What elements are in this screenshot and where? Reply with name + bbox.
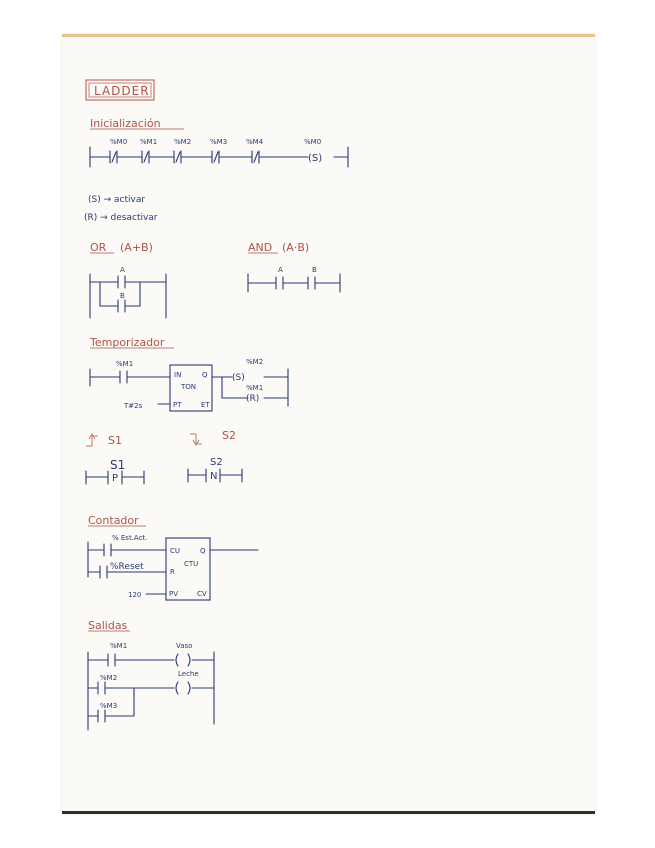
outputs-contact3-label: %M3 [100, 702, 118, 710]
init-label-5: %M0 [304, 138, 322, 146]
counter-block-cv: CV [197, 590, 207, 598]
counter-input2-label: %Reset [110, 562, 144, 572]
coil-notes [84, 195, 158, 223]
and-section [248, 241, 340, 292]
and-rung [248, 274, 340, 292]
counter-block-pv: PV [169, 590, 179, 598]
init-label-3: %M3 [210, 138, 228, 146]
or-expression: (A+B) [120, 241, 153, 254]
timer-section [89, 336, 288, 411]
timer-out2-coil: (R) [246, 394, 260, 404]
init-label-1: %M1 [140, 138, 158, 146]
and-heading: AND [248, 241, 273, 254]
counter-section [88, 514, 258, 600]
outputs-heading: Salidas [88, 619, 128, 632]
init-heading: Inicialización [90, 117, 161, 130]
note-reset: (R) → desactivar [84, 213, 158, 223]
init-label-2: %M2 [174, 138, 192, 146]
init-set-coil: (S) [308, 153, 323, 164]
counter-block-name: CTU [184, 560, 199, 568]
falling-heading: S2 [222, 429, 236, 442]
falling-contact-label: S2 [210, 457, 223, 468]
timer-block-name: TON [181, 383, 197, 391]
or-section [90, 241, 166, 318]
or-heading: OR [90, 241, 107, 254]
outputs-contact1-label: %M1 [110, 642, 128, 650]
counter-block-cu: CU [170, 547, 181, 555]
counter-block-q: Q [200, 547, 206, 555]
and-label-b: B [312, 266, 317, 274]
title-block [86, 80, 154, 100]
timer-out2-label: %M1 [246, 384, 264, 392]
ladder-notes-drawing [62, 34, 595, 814]
edge-section [86, 429, 242, 484]
outputs-coil2-label: Leche [178, 670, 199, 678]
or-label-b: B [120, 292, 125, 300]
rising-contact-label: S1 [110, 458, 126, 472]
counter-block-r: R [170, 568, 175, 576]
and-expression: (A·B) [282, 241, 310, 254]
counter-preset: 120 [128, 591, 142, 599]
counter-heading: Contador [88, 514, 139, 527]
and-label-a: A [278, 266, 283, 274]
outputs-rungs [88, 652, 214, 730]
timer-input-label: %M1 [116, 360, 134, 368]
falling-edge-icon [190, 434, 202, 445]
rising-edge-icon [86, 434, 98, 446]
timer-preset: T#2s [124, 402, 143, 410]
init-label-4: %M4 [246, 138, 264, 146]
rising-heading: S1 [108, 434, 122, 447]
timer-block-et: ET [201, 401, 210, 409]
timer-block-q: Q [202, 371, 208, 379]
falling-contact-letter: N [210, 471, 218, 482]
rising-contact-letter: P [112, 473, 119, 484]
init-section [90, 117, 348, 167]
timer-block-in: IN [174, 371, 182, 379]
note-set: (S) → activar [88, 195, 146, 205]
timer-heading: Temporizador [90, 336, 165, 349]
or-label-a: A [120, 266, 125, 274]
page-title: LADDER [94, 84, 150, 98]
timer-out1-coil: (S) [232, 373, 245, 383]
counter-input1-label: % Est.Act. [112, 534, 148, 542]
timer-out1-label: %M2 [246, 358, 264, 366]
timer-block-pt: PT [173, 401, 182, 409]
or-rung [90, 274, 166, 318]
outputs-section [88, 619, 214, 730]
init-label-0: %M0 [110, 138, 128, 146]
notebook-page [62, 34, 595, 814]
outputs-contact2-label: %M2 [100, 674, 118, 682]
outputs-coil1-label: Vaso [176, 642, 193, 650]
